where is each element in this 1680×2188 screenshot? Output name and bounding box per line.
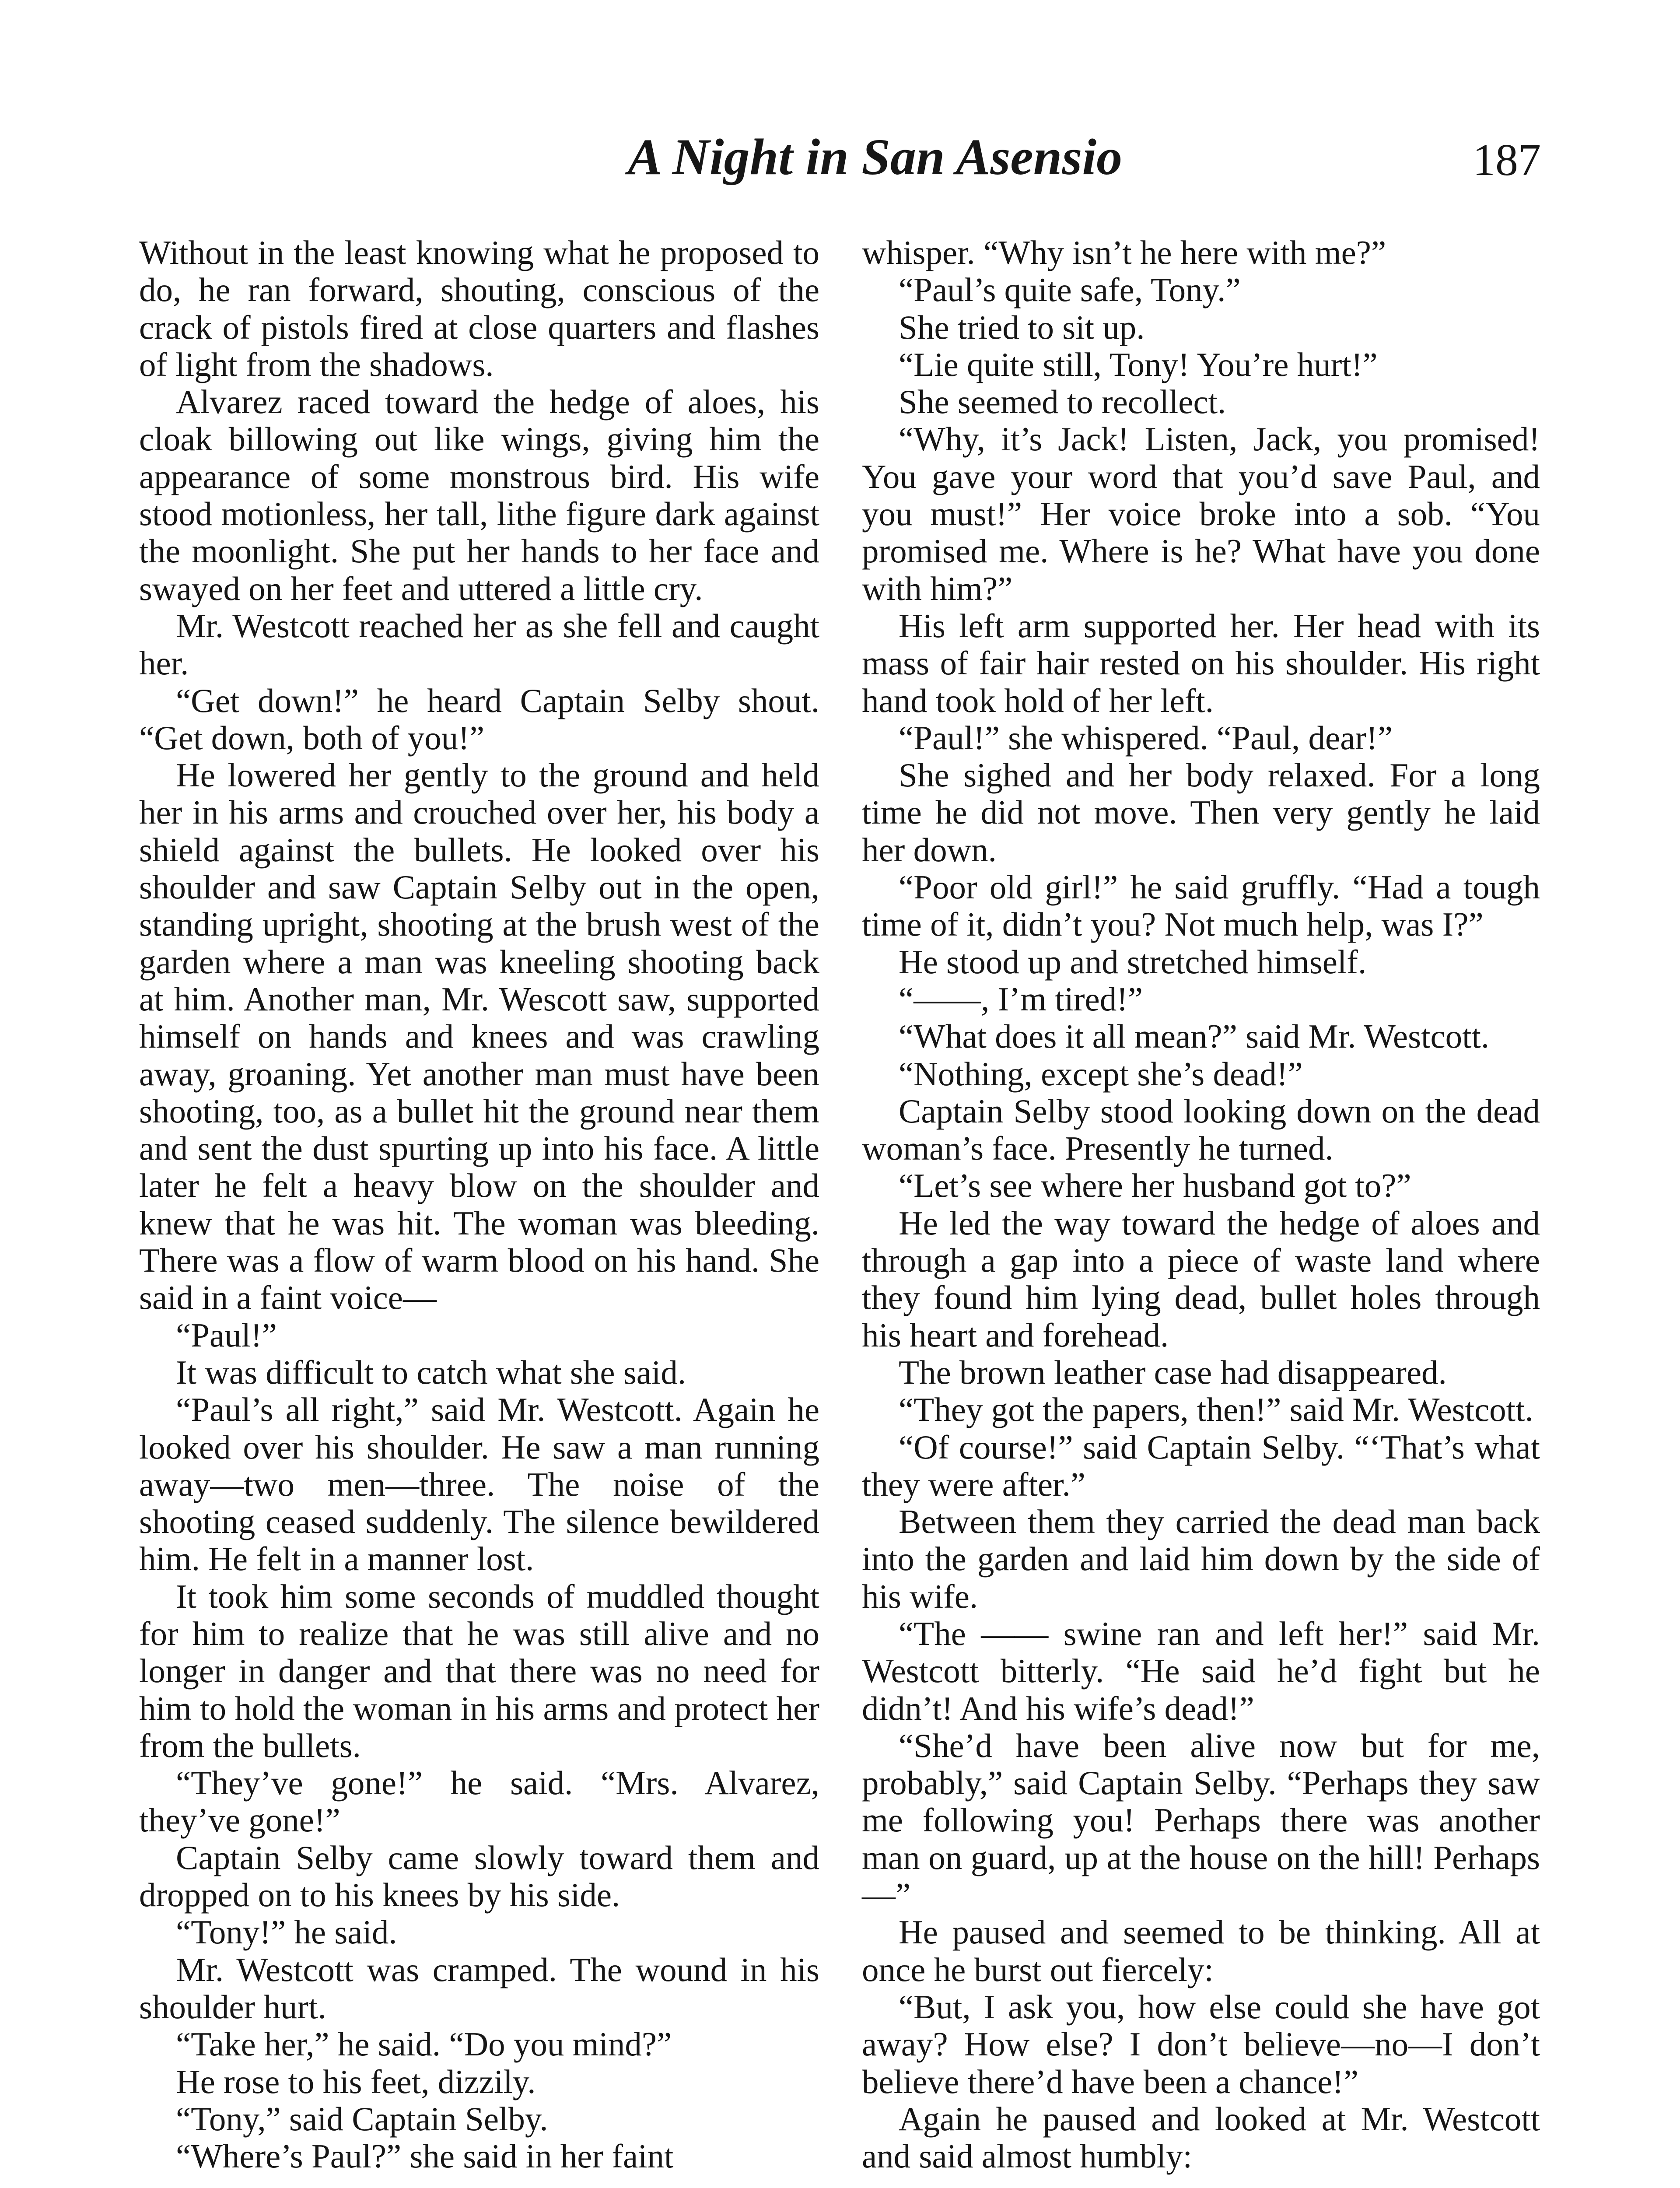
paragraph: His left arm supported her. Her head with its mass of fair hair rested on his shoulder. His right hand took hold of her left. — [862, 607, 1540, 719]
paragraph: He rose to his feet, dizzily. — [176, 2062, 536, 2100]
paragraph: “Let’s see where her husband got to?” — [899, 1167, 1411, 1205]
paragraph: He lowered her gently to the ground and held her in his arms and crouched over her, his body a shield against the bullets. He looked over his shoulder and saw Captain Selby out in the open, standing upright, shooting at the brush west of the garden where a man was kneeling shooting back at him. Another man, Mr. Wescott saw, supported himself on hands and knees and was crawling away, groaning. Yet another man must have been shooting, too, as a bullet hit the ground near them and sent the dust spurting up into his face. A little later he felt a heavy blow on the shoulder and knew that he was hit. The woman was bleeding. There was a flow of warm blood on his hand. She said in a faint voice— — [139, 756, 819, 1317]
paragraph: Without in the least knowing what he proposed to do, he ran forward, shouting, conscious of the crack of pistols fired at close quarters and flashes of light from the shadows. — [139, 234, 819, 383]
paragraph: Between them they carried the dead man back into the garden and laid him down by the side of his wife. — [862, 1503, 1540, 1615]
paragraph: “Nothing, except she’s dead!” — [899, 1055, 1303, 1093]
paragraph: He stood up and stretched himself. — [899, 943, 1367, 981]
paragraph: The brown leather case had disappeared. — [899, 1353, 1447, 1391]
page-number: 187 — [1473, 135, 1541, 185]
paragraph: “Paul!” she whispered. “Paul, dear!” — [899, 719, 1393, 757]
paragraph: It was difficult to catch what she said. — [176, 1353, 686, 1391]
paragraph: “Tony,” said Captain Selby. — [176, 2100, 548, 2138]
paragraph: “Lie quite still, Tony! You’re hurt!” — [899, 345, 1378, 383]
paragraph: Mr. Westcott reached her as she fell and caught her. — [139, 607, 819, 682]
paragraph: “What does it all mean?” said Mr. Westcott. — [899, 1017, 1490, 1055]
paragraph: “——, I’m tired!” — [899, 980, 1143, 1018]
paragraph: “Of course!” said Captain Selby. “‘That’s what they were after.” — [862, 1428, 1540, 1503]
paragraph: Captain Selby stood looking down on the dead woman’s face. Presently he turned. — [862, 1092, 1540, 1168]
paragraph: “But, I ask you, how else could she have got away? How else? I don’t believe—no—I don’t believe there’d have been a chance!” — [862, 1988, 1540, 2100]
paragraph: She seemed to recollect. — [899, 383, 1226, 421]
paragraph: She sighed and her body relaxed. For a long time he did not move. Then very gently he laid her down. — [862, 756, 1540, 869]
paragraph: Again he paused and looked at Mr. Westcott and said almost humbly: — [862, 2100, 1540, 2175]
paragraph: “Paul’s quite safe, Tony.” — [899, 271, 1241, 309]
paragraph: “Paul!” — [176, 1316, 277, 1354]
paragraph: “Get down!” he heard Captain Selby shout. “Get down, both of you!” — [139, 681, 819, 757]
paragraph: “Tony!” he said. — [176, 1913, 397, 1951]
page-title: A Night in San Asensio — [627, 128, 1123, 186]
paragraph: Alvarez raced toward the hedge of aloes, his cloak billowing out like wings, giving him the appearance of some monstrous bird. His wife stood motionless, her tall, lithe figure dark against the moonlight. She put her hands to her face and swayed on her feet and uttered a little cry. — [139, 383, 819, 607]
paragraph: “Why, it’s Jack! Listen, Jack, you promised! You gave your word that you’d save Paul, and you must!” Her voice broke into a sob. “You promised me. Where is he? What have you done with him?” — [862, 420, 1540, 607]
paragraph: “Paul’s all right,” said Mr. Westcott. Again he looked over his shoulder. He saw a man running away—two men—three. The noise of the shooting ceased suddenly. The silence bewildered him. He felt in a manner lost. — [139, 1391, 819, 1578]
paragraph: “Take her,” he said. “Do you mind?” — [176, 2025, 672, 2063]
paragraph: “They’ve gone!” he said. “Mrs. Alvarez, they’ve gone!” — [139, 1764, 819, 1839]
paragraph: She tried to sit up. — [899, 308, 1145, 346]
paragraph: “They got the papers, then!” said Mr. Westcott. — [899, 1391, 1533, 1429]
paragraph: It took him some seconds of muddled thought for him to realize that he was still alive and no longer in danger and that there was no need for him to hold the woman in his arms and protect her from the bullets. — [139, 1577, 819, 1764]
paragraph-continuation: whisper. “Why isn’t he here with me?” — [862, 234, 1386, 271]
paragraph: “She’d have been alive now but for me, probably,” said Captain Selby. “Perhaps they saw me following you! Perhaps there was another man on guard, up at the house on the hill! Perhaps—” — [862, 1726, 1540, 1914]
left-column — [139, 234, 819, 2175]
paragraph: Captain Selby came slowly toward them and dropped on to his knees by his side. — [139, 1838, 819, 1914]
paragraph: “Where’s Paul?” she said in her faint — [176, 2137, 674, 2175]
paragraph: Mr. Westcott was cramped. The wound in his shoulder hurt. — [139, 1950, 819, 2026]
right-column — [862, 234, 1540, 2175]
paragraph: “Poor old girl!” he said gruffly. “Had a tough time of it, didn’t you? Not much help, was I?” — [862, 868, 1540, 943]
paragraph: He paused and seemed to be thinking. All at once he burst out fiercely: — [862, 1913, 1540, 1988]
paragraph: He led the way toward the hedge of aloes and through a gap into a piece of waste land where they found him lying dead, bullet holes through his heart and forehead. — [862, 1204, 1540, 1354]
paragraph: “The —— swine ran and left her!” said Mr. Westcott bitterly. “He said he’d fight but he didn’t! And his wife’s dead!” — [862, 1614, 1540, 1727]
